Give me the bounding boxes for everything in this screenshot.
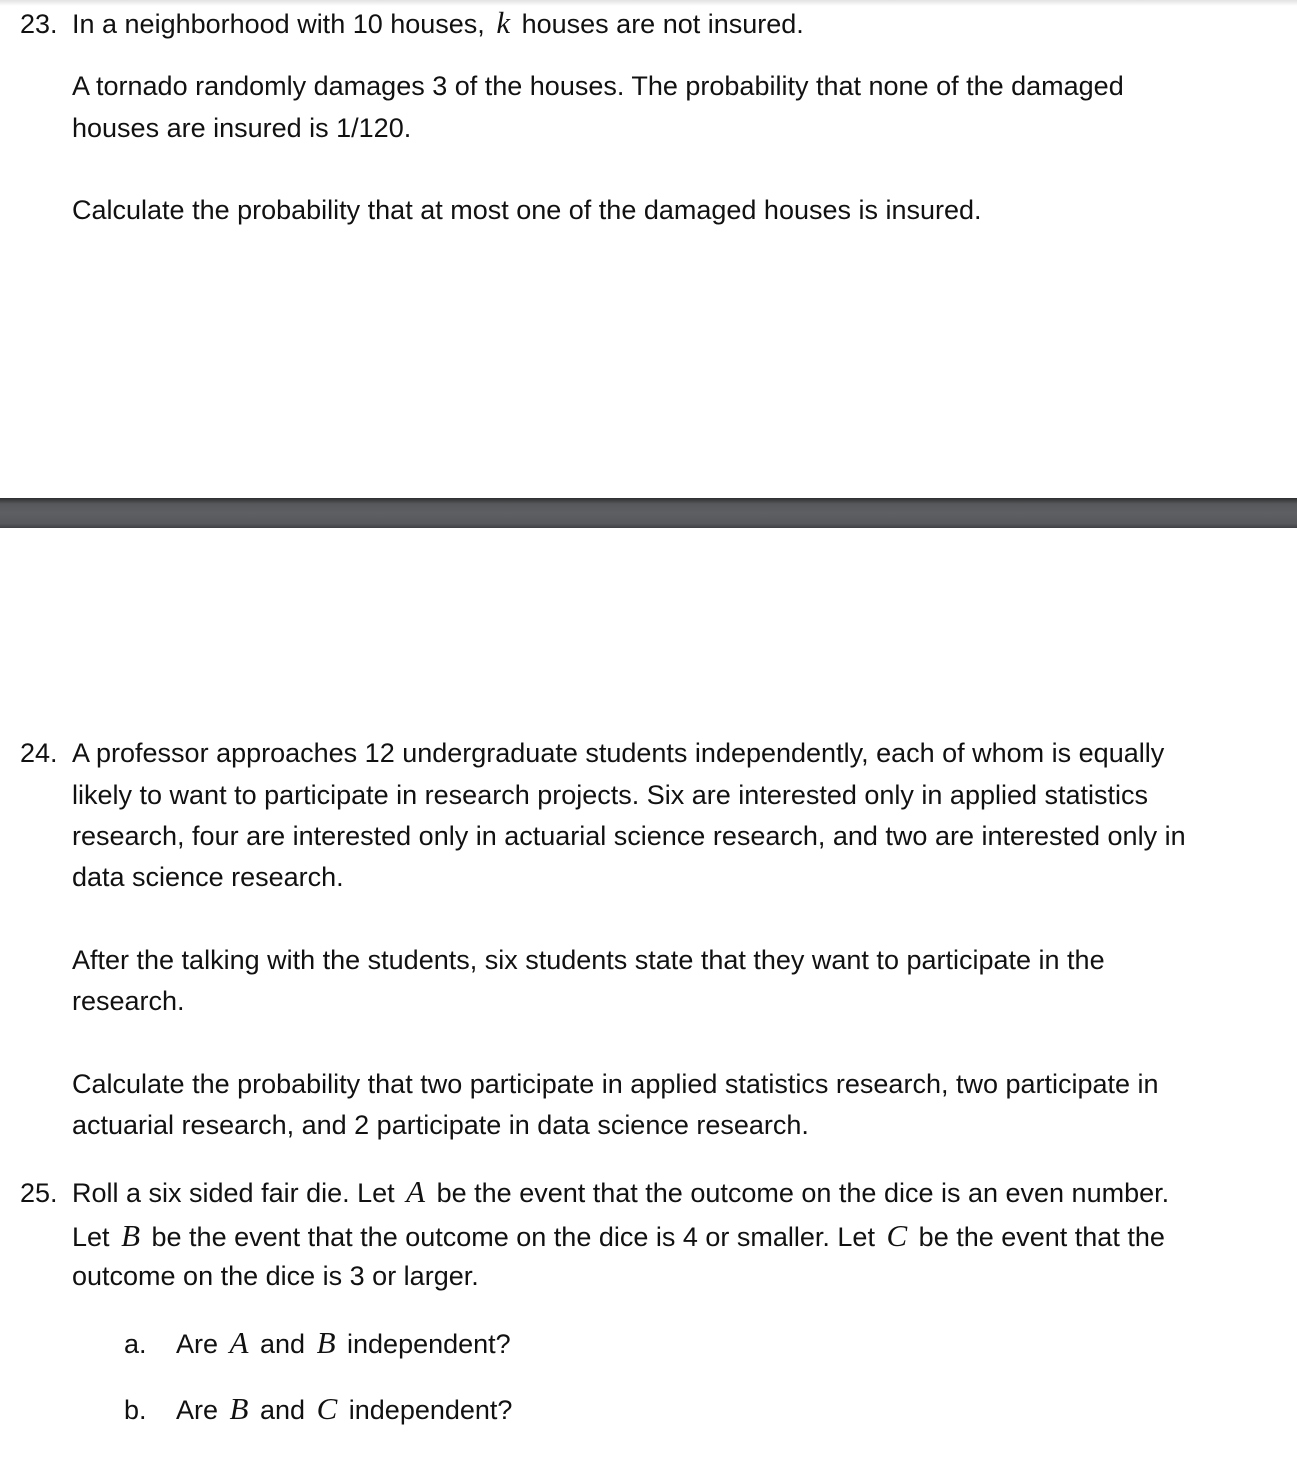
q25-line2 xyxy=(72,1215,1165,1258)
q23-number: 23. xyxy=(20,9,58,39)
q24-p1-line4: data science research. xyxy=(72,862,344,892)
q23-text-a: In a neighborhood with 10 houses, xyxy=(72,9,485,39)
q25-l1-b: be the event that the outcome on the dice is an even number. xyxy=(436,1178,1170,1208)
q23-text-b: houses are not insured. xyxy=(521,9,804,39)
q25-part-a-var-A: A xyxy=(229,1325,249,1360)
q25-l2-a: Let xyxy=(72,1222,110,1252)
q25-part-b-and: and xyxy=(260,1395,306,1425)
q25-part-a-end: independent? xyxy=(347,1329,511,1359)
q25-line3: outcome on the dice is 3 or larger. xyxy=(72,1261,479,1291)
q25-var-A: A xyxy=(406,1174,426,1209)
q25-part-a-var-B: B xyxy=(316,1325,336,1360)
q24-p2-line1: After the talking with the students, six students state that they want to participate in the xyxy=(72,945,1105,975)
q24-text: A professor approaches 12 undergraduate students independently, each of whom is equally xyxy=(72,738,1165,768)
q25-l2-b: be the event that the outcome on the dice is 4 or smaller. Let xyxy=(151,1222,875,1252)
q25-l1-a: Roll a six sided fair die. Let xyxy=(72,1178,395,1208)
q25-part-b xyxy=(124,1388,512,1431)
q23-p3-line1: Calculate the probability that at most one of the damaged houses is insured. xyxy=(72,195,982,225)
q25-part-a-are: Are xyxy=(176,1329,219,1359)
q23-p2-line2: houses are insured is 1/120. xyxy=(72,113,412,143)
q24-line1 xyxy=(20,733,1164,774)
q25-part-a-label: a. xyxy=(124,1329,147,1359)
q25-part-b-label: b. xyxy=(124,1395,147,1425)
q25-part-a-and: and xyxy=(260,1329,306,1359)
q23-p2-line1: A tornado randomly damages 3 of the houses. The probability that none of the damaged xyxy=(72,71,1124,101)
q25-part-b-var-C: C xyxy=(316,1391,338,1426)
q24-p3-line1: Calculate the probability that two participate in applied statistics research, two participate in xyxy=(72,1069,1159,1099)
q25-part-b-are: Are xyxy=(176,1395,219,1425)
q25-number: 25. xyxy=(20,1178,58,1208)
q25-var-B: B xyxy=(121,1218,140,1253)
q25-part-b-var-B: B xyxy=(229,1391,249,1426)
q24-number: 24. xyxy=(20,738,58,768)
q25-line1 xyxy=(20,1171,1169,1214)
q25-l2-c: be the event that the xyxy=(918,1222,1165,1252)
q24-p3-line2: actuarial research, and 2 participate in data science research. xyxy=(72,1110,809,1140)
q23-line1 xyxy=(20,2,804,45)
q25-var-C: C xyxy=(886,1218,908,1253)
q24-p2-line2: research. xyxy=(72,986,185,1016)
q23-var-k: k xyxy=(496,5,511,40)
page-separator xyxy=(0,498,1297,528)
q25-part-a xyxy=(124,1322,511,1365)
q24-p1-line3: research, four are interested only in actuarial science research, and two are interested only in xyxy=(72,821,1186,851)
q24-p1-line2: likely to want to participate in research projects. Six are interested only in applied statistics xyxy=(72,780,1149,810)
q25-part-b-end: independent? xyxy=(348,1395,513,1425)
